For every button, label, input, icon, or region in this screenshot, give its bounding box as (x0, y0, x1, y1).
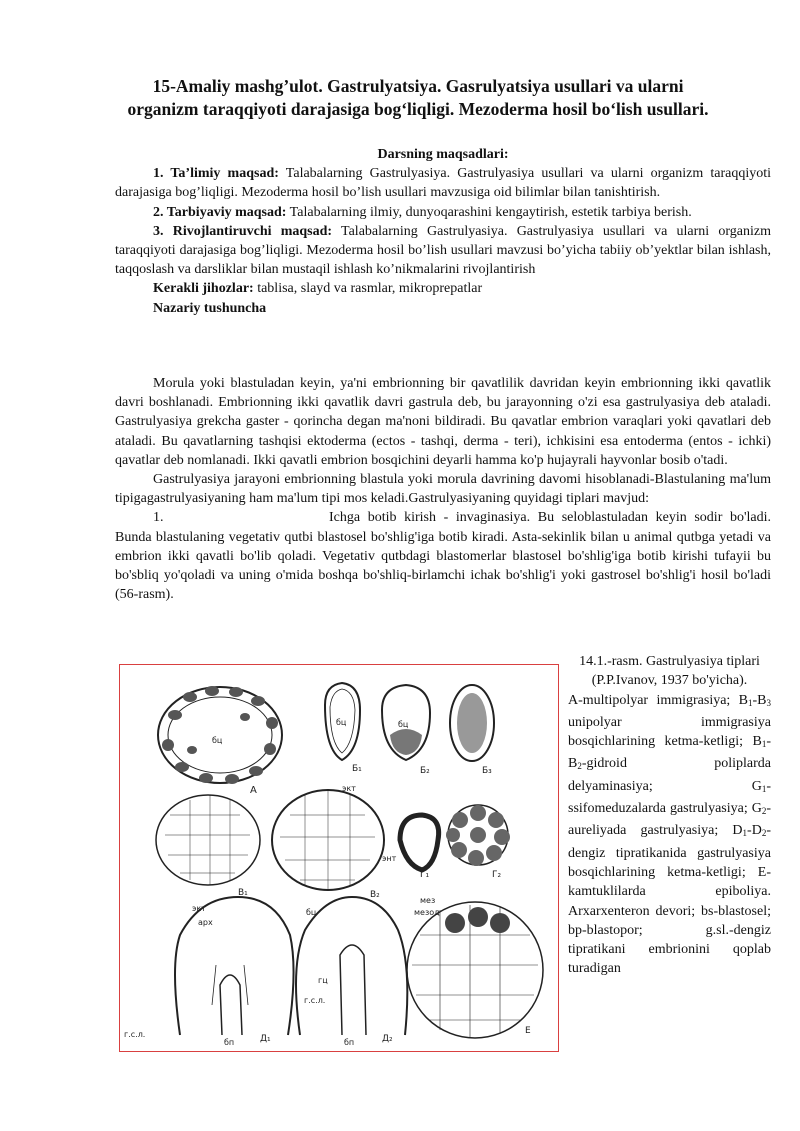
caption-subscript: 3 (766, 697, 771, 708)
caption-text-segment: -B (568, 734, 771, 772)
equipment-label: Kerakli jihozlar: (153, 281, 254, 297)
label-mezod: мезод (414, 908, 440, 917)
label-v2: В₂ (370, 890, 380, 900)
goals-section (115, 145, 771, 318)
label-mez: мез (420, 896, 436, 905)
caption-text-segment: -B (752, 692, 767, 708)
label-b3: Б₃ (482, 766, 492, 776)
embryo-g1 (400, 815, 439, 880)
theory-paragraph-1: Morula yoki blastuladan keyin, ya'ni embrionning bir qavatlilik davridan keyin embrionning ikki qavatlik davri boshlanadi. Embrionning ikki qavatlik davri gastrula deb, bu jarayonning o'zi esa gastrulyasiya deb ataladi. Gastrulyasiya grekcha gaster - qorincha degan ma'noni bildiradi. Bu qavatlar embrion varaqlari yoki qavatlari deb ataladi. Bu qavatlarning tashqisi ektoderma (ectos - tashqi, derma - teri), ichkisini esa entoderma (entos - ichki) qavatlar deb nomlanadi. Ikki qavatli embrion bosqichini deyarli hamma ko'p hujayrali hayvonlar bosib o'tadi. (115, 376, 771, 468)
label-gsl: г.с.л. (304, 996, 326, 1005)
label-a: А (250, 785, 257, 796)
caption-title: 14.1.-rasm. Gastrulyasiya tiplari (P.P.Ivanov, 1937 bo'yicha). (579, 654, 760, 689)
embryo-b2 (382, 685, 430, 776)
list-text: Ichga botib kirish - invaginasiya. Bu seloblastuladan keyin sodir bo'ladi. Bunda blastulaning vegetativ qutbi blastosel bo'shlig'iga botib kiradi. Asta-sekinlik bilan u animal qutbga yetadi va embrion ikki qavatli bo'lib qoladi. Vegetativ qutbdagi blastomerlar blastosel bo'shlig'iga botib kirishi tufayii bu bo'sbliq yo'qoladi va uning o'mida boshqa bo'shliq-birlamchi ichak bo'shlig'i yoki gastrosel bo'shlig'i hosil bo'ladi (56-rasm). (115, 510, 771, 603)
label-ent: энт (382, 854, 397, 863)
label-b2: Б₂ (420, 766, 430, 776)
caption-text-segment: unipolyar immigrasiya bosqichlarining ketma-ketligi; B (568, 714, 771, 750)
caption-body (568, 691, 771, 979)
embryo-e (407, 896, 543, 1038)
goal-label: 3. Rivojlantiruvchi maqsad: (153, 223, 333, 239)
embryo-g2 (446, 805, 510, 880)
caption-text-segment: A-multipolyar immigrasiya; B (568, 692, 748, 708)
theory-list-item (115, 508, 771, 604)
caption-subscript: 2 (761, 806, 767, 817)
embryo-d1 (124, 897, 294, 1047)
caption-text-segment: -dengiz tipratikanida gastrulyasiya bosqichlarining ketma-ketligi; E-kamtuklilarda epiboliya. Arxarxenteron devori; bs-blastosel; bp-blastopor; g.sl.-dengiz tipratikani embrionini qoplab turadigan (568, 823, 771, 977)
label-ekt: экт (342, 784, 356, 793)
equipment-text: tablisa, slayd va rasmlar, mikroprepatlar (253, 281, 483, 297)
goal-label: 1. Ta’limiy maqsad: (153, 166, 279, 182)
goal-item (115, 203, 771, 222)
caption-text-segment: -gidroid poliplarda delyaminasiya; G (568, 756, 771, 794)
embryo-v1 (156, 795, 260, 898)
goal-text: Talabalarning Gastrulyasiya. Gastrulyasiya usullari va ularni organizm taraqqiyoti darajasiga bog’liqligi. Mezoderma hosil bo’lish usullari mavzusi bo’yicha tabiiy ob’yektlar bilan ishlash, taqqoslash va darsliklar bilan mustaqil ishlash ko’nikmalarini rivojlantirish (115, 223, 772, 278)
lesson-title: 15-Amaliy mashg’ulot. Gastrulyatsiya. Gasrulyatsiya usullari va ularni organizm taraqqiyoti darajasiga bog‘liqligi. Mezoderma hosil bo‘lish usullari. (127, 76, 709, 119)
label-bp: бп (224, 1038, 235, 1047)
label-arkh: арх (198, 918, 213, 927)
embryo-illustration (120, 665, 558, 1051)
label-bts: бц (398, 720, 409, 729)
theory-section (115, 374, 771, 604)
embryo-v2 (272, 784, 397, 900)
caption-text-segment: -aureliyada gastrulyasiya; D (568, 801, 771, 839)
goal-item (115, 164, 771, 202)
embryo-a (158, 686, 282, 796)
label-gts: гц (318, 976, 328, 985)
label-b1: Б₁ (352, 764, 362, 774)
theory-paragraph-2: Gastrulyasiya jarayoni embrionning blastula yoki morula davrining davomi hisoblanadi-Blastulaning ma'lum tipigagastrulyasiyaning ham ma'lum tipi mos keladi.Gastrulyasiyaning quyidagi tiplari mavjud: (115, 472, 771, 507)
goal-text: Talabalarning Gastrulyasiya. Gastrulyasiya usullari va ularni organizm taraqqiyoti darajasiga bog’liqligi. Mezoderma hosil bo’lish usullari mavzusiga oid bilimlar bilan tanishtirish. (115, 166, 772, 201)
goal-label: 2. Tarbiyaviy maqsad: (153, 204, 287, 220)
caption-subscript: 1 (761, 783, 767, 794)
caption-subscript: 1 (748, 697, 753, 708)
label-gsl: г.с.л. (124, 1030, 146, 1039)
caption-subscript: 2 (761, 828, 767, 839)
label-d1: Д₁ (260, 1034, 271, 1044)
gastrulation-figure (119, 664, 559, 1052)
goals-heading: Darsning maqsadlari: (377, 147, 509, 162)
figure-caption (568, 652, 771, 979)
goal-text: Talabalarning ilmiy, dunyoqarashini kengaytirish, estetik tarbiya berish. (286, 204, 692, 220)
label-v1: В₁ (238, 888, 248, 898)
caption-subscript: 1 (742, 828, 748, 839)
label-e: Е (525, 1026, 531, 1036)
embryo-d2 (296, 897, 407, 1047)
embryo-b3 (450, 685, 494, 776)
caption-text-segment: -ssifomeduzalarda gastrulyasiya; G (568, 778, 771, 817)
caption-text-segment: -D (747, 823, 762, 839)
goal-item (115, 222, 771, 280)
caption-subscript: 1 (761, 739, 767, 750)
label-bts: бц (336, 718, 347, 727)
label-g1: Г₁ (420, 870, 430, 880)
caption-subscript: 2 (577, 761, 582, 772)
theory-heading: Nazariy tushuncha (153, 300, 267, 316)
equipment-line (115, 279, 771, 298)
label-bts: бц (306, 908, 317, 917)
embryo-b1 (325, 683, 362, 774)
label-d2: Д₂ (382, 1034, 393, 1044)
label-bp: бп (344, 1038, 355, 1047)
label-g2: Г₂ (492, 870, 502, 880)
list-number: 1. (153, 510, 164, 526)
label-bts: бц (212, 736, 223, 745)
label-ekt: экт (192, 904, 206, 913)
